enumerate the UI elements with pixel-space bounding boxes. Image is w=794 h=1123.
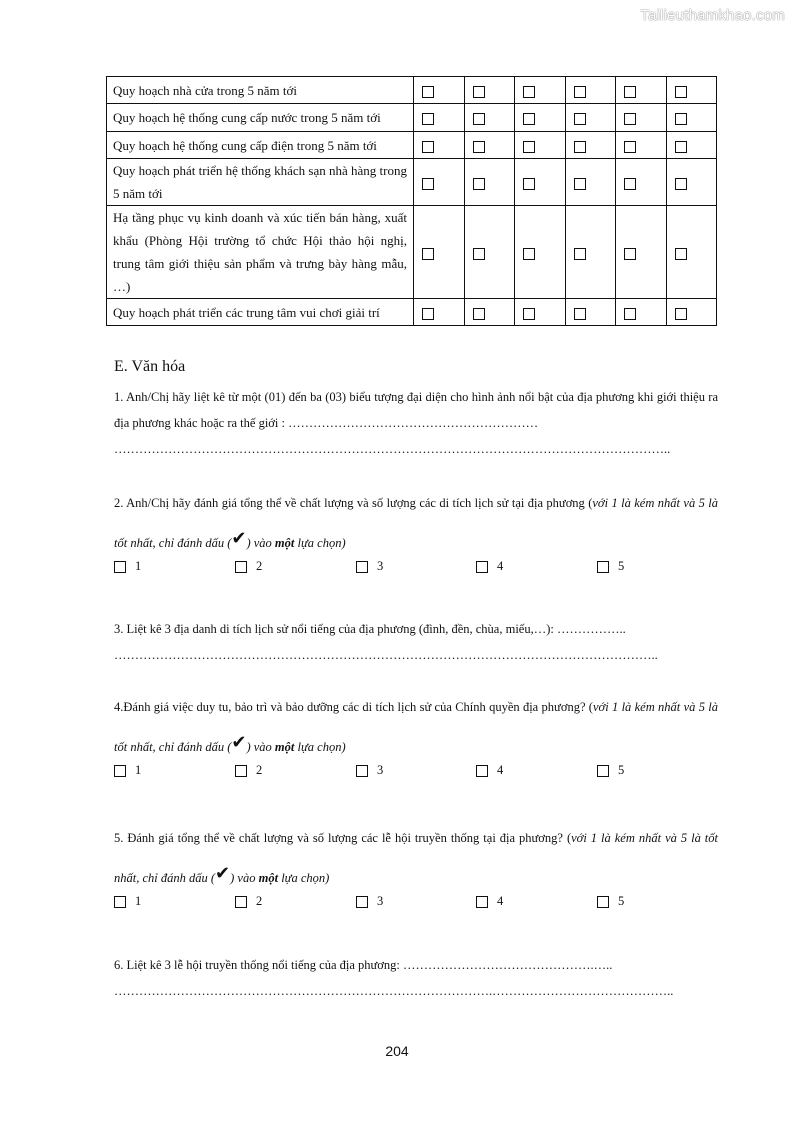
checkbox[interactable]	[356, 765, 368, 777]
answer-line[interactable]: ……………………………………………………………………………….……………………………………..	[114, 984, 674, 998]
checkbox[interactable]	[597, 896, 609, 908]
checkbox[interactable]	[675, 113, 687, 125]
question-text: 4.Đánh giá việc duy tu, bảo trì và bảo dưỡng các di tích lịch sử của Chính quyền địa phương? (	[114, 700, 593, 714]
checkbox[interactable]	[624, 86, 636, 98]
checkbox[interactable]	[574, 141, 586, 153]
checkbox[interactable]	[473, 308, 485, 320]
instruction-text: ) vào	[246, 536, 275, 550]
section-title: E. Văn hóa	[114, 358, 186, 375]
checkbox[interactable]	[473, 113, 485, 125]
checkbox[interactable]	[523, 141, 535, 153]
checkmark-icon: ✔	[231, 528, 247, 548]
checkbox[interactable]	[624, 308, 636, 320]
checkbox[interactable]	[624, 178, 636, 190]
checkbox[interactable]	[235, 765, 247, 777]
question-1	[114, 384, 718, 436]
rating-scale	[114, 559, 718, 575]
checkbox[interactable]	[624, 113, 636, 125]
option-label: 5	[618, 763, 625, 777]
rating-option-1[interactable]	[114, 559, 141, 574]
checkbox[interactable]	[597, 765, 609, 777]
instruction-text: )	[325, 871, 330, 885]
table-row	[107, 299, 717, 326]
rating-option-5[interactable]	[597, 894, 624, 909]
page-number: 204	[385, 1043, 409, 1059]
answer-blank[interactable]: ……………..	[553, 622, 626, 636]
rating-option-3[interactable]	[356, 894, 383, 909]
rating-table	[106, 76, 717, 326]
option-label: 5	[618, 559, 625, 573]
checkbox[interactable]	[675, 141, 687, 153]
checkbox[interactable]	[356, 561, 368, 573]
checkbox[interactable]	[422, 178, 434, 190]
question-2	[114, 484, 718, 562]
checkmark-icon: ✔	[215, 863, 231, 883]
row-label: Quy hoạch nhà cửa trong 5 năm tới	[107, 77, 414, 104]
option-label: 4	[497, 763, 504, 777]
row-label: Quy hoạch phát triển hệ thống khách sạn nhà hàng trong 5 năm tới	[107, 159, 414, 206]
checkbox[interactable]	[675, 248, 687, 260]
instruction-text: với 1 là kém nhất và 5 là tốt nhất, chỉ đánh dấu (	[114, 831, 718, 885]
rating-option-3[interactable]	[356, 559, 383, 574]
checkbox[interactable]	[574, 113, 586, 125]
checkbox[interactable]	[675, 86, 687, 98]
instruction-text: với 1 là kém nhất và 5 là tốt nhất, chỉ đánh dấu (	[114, 700, 718, 754]
checkbox[interactable]	[473, 178, 485, 190]
instruction-text: lựa chọn	[294, 740, 342, 754]
answer-line[interactable]: …………………………………………………………………………………………………………………..	[114, 648, 658, 662]
checkbox[interactable]	[114, 896, 126, 908]
rating-option-4[interactable]	[476, 763, 503, 778]
question-3	[114, 616, 718, 642]
question-text: 5. Đánh giá tổng thể về chất lượng và số lượng các lễ hội truyền thống tại địa phương? (	[114, 831, 572, 845]
instruction-text: lựa chọn	[294, 536, 342, 550]
checkbox[interactable]	[235, 561, 247, 573]
checkbox[interactable]	[523, 308, 535, 320]
checkbox[interactable]	[523, 86, 535, 98]
answer-blank[interactable]: ……………………………………….…..	[399, 958, 613, 972]
rating-option-1[interactable]	[114, 763, 141, 778]
emphasis-text: một	[274, 740, 295, 754]
question-6	[114, 952, 718, 978]
instruction-text: với 1 là kém nhất và 5 là tốt nhất, chỉ đánh dấu (	[114, 496, 718, 550]
checkbox[interactable]	[523, 248, 535, 260]
row-label: Quy hoạch phát triển các trung tâm vui chơi giải trí	[107, 299, 414, 326]
rating-scale	[114, 894, 718, 910]
checkbox[interactable]	[422, 248, 434, 260]
checkbox[interactable]	[422, 86, 434, 98]
checkmark-icon: ✔	[231, 732, 247, 752]
table-row	[107, 77, 717, 104]
checkbox[interactable]	[675, 178, 687, 190]
row-label: Hạ tầng phục vụ kinh doanh và xúc tiến bán hàng, xuất khẩu (Phòng Hội trường tổ chức Hội thảo hội nghị, trung tâm giới thiệu sản phẩm và trưng bày hàng mẫu, …)	[107, 206, 414, 299]
option-label: 4	[497, 559, 504, 573]
checkbox[interactable]	[624, 141, 636, 153]
row-label: Quy hoạch hệ thống cung cấp điện trong 5 năm tới	[107, 132, 414, 159]
question-5	[114, 819, 718, 897]
answer-line[interactable]: ……………………………………………………………………………………………………………………..	[114, 442, 671, 456]
rating-scale	[114, 763, 718, 779]
table-row	[107, 206, 717, 299]
checkbox[interactable]	[473, 141, 485, 153]
checkbox[interactable]	[523, 113, 535, 125]
checkbox[interactable]	[114, 765, 126, 777]
option-label: 3	[377, 894, 384, 908]
emphasis-text: một	[274, 536, 295, 550]
row-label: Quy hoạch hệ thống cung cấp nước trong 5 năm tới	[107, 104, 414, 132]
checkbox[interactable]	[422, 113, 434, 125]
checkbox[interactable]	[675, 308, 687, 320]
option-label: 2	[256, 763, 263, 777]
table-row	[107, 104, 717, 132]
option-label: 3	[377, 559, 384, 573]
rating-option-2[interactable]	[235, 763, 262, 778]
rating-option-4[interactable]	[476, 894, 503, 909]
watermark: Tailieuthamkhao.com	[640, 7, 785, 24]
question-4	[114, 688, 718, 766]
option-label: 1	[135, 763, 142, 777]
checkbox[interactable]	[235, 896, 247, 908]
instruction-text: ) vào	[230, 871, 259, 885]
question-text: 1. Anh/Chị hãy liệt kê từ một (01) đến ba (03) biểu tượng đại diện cho hình ảnh nổi bật của địa phương khi giới thiệu ra địa phương khác hoặc ra thế giới :	[114, 390, 718, 430]
rating-option-2[interactable]	[235, 894, 262, 909]
checkbox[interactable]	[473, 86, 485, 98]
rating-option-3[interactable]	[356, 763, 383, 778]
question-text: 3. Liệt kê 3 địa danh di tích lịch sử nổi tiếng của địa phương (đình, đền, chùa, miếu,…):	[114, 622, 554, 636]
option-label: 1	[135, 559, 142, 573]
rating-option-1[interactable]	[114, 894, 141, 909]
checkbox[interactable]	[523, 178, 535, 190]
checkbox[interactable]	[473, 248, 485, 260]
checkbox[interactable]	[574, 86, 586, 98]
rating-option-5[interactable]	[597, 559, 624, 574]
checkbox[interactable]	[356, 896, 368, 908]
checkbox[interactable]	[476, 561, 488, 573]
question-text: 2. Anh/Chị hãy đánh giá tổng thể về chất lượng và số lượng các di tích lịch sử tại địa phương (	[114, 496, 593, 510]
rating-option-5[interactable]	[597, 763, 624, 778]
option-label: 2	[256, 894, 263, 908]
option-label: 4	[497, 894, 504, 908]
checkbox[interactable]	[422, 308, 434, 320]
instruction-text: ) vào	[246, 740, 275, 754]
table-row	[107, 132, 717, 159]
checkbox[interactable]	[574, 178, 586, 190]
checkbox[interactable]	[114, 561, 126, 573]
emphasis-text: một	[258, 871, 279, 885]
checkbox[interactable]	[574, 308, 586, 320]
option-label: 2	[256, 559, 263, 573]
checkbox[interactable]	[624, 248, 636, 260]
checkbox[interactable]	[476, 896, 488, 908]
answer-blank[interactable]: ……………………………………………………	[284, 416, 539, 430]
instruction-text: )	[341, 536, 346, 550]
option-label: 1	[135, 894, 142, 908]
instruction-text: )	[341, 740, 346, 754]
rating-option-4[interactable]	[476, 559, 503, 574]
checkbox[interactable]	[422, 141, 434, 153]
rating-option-2[interactable]	[235, 559, 262, 574]
checkbox[interactable]	[476, 765, 488, 777]
instruction-text: lựa chọn	[278, 871, 326, 885]
checkbox[interactable]	[597, 561, 609, 573]
question-text: 6. Liệt kê 3 lễ hội truyền thống nổi tiếng của địa phương:	[114, 958, 400, 972]
checkbox[interactable]	[574, 248, 586, 260]
option-label: 3	[377, 763, 384, 777]
option-label: 5	[618, 894, 625, 908]
table-row	[107, 159, 717, 206]
